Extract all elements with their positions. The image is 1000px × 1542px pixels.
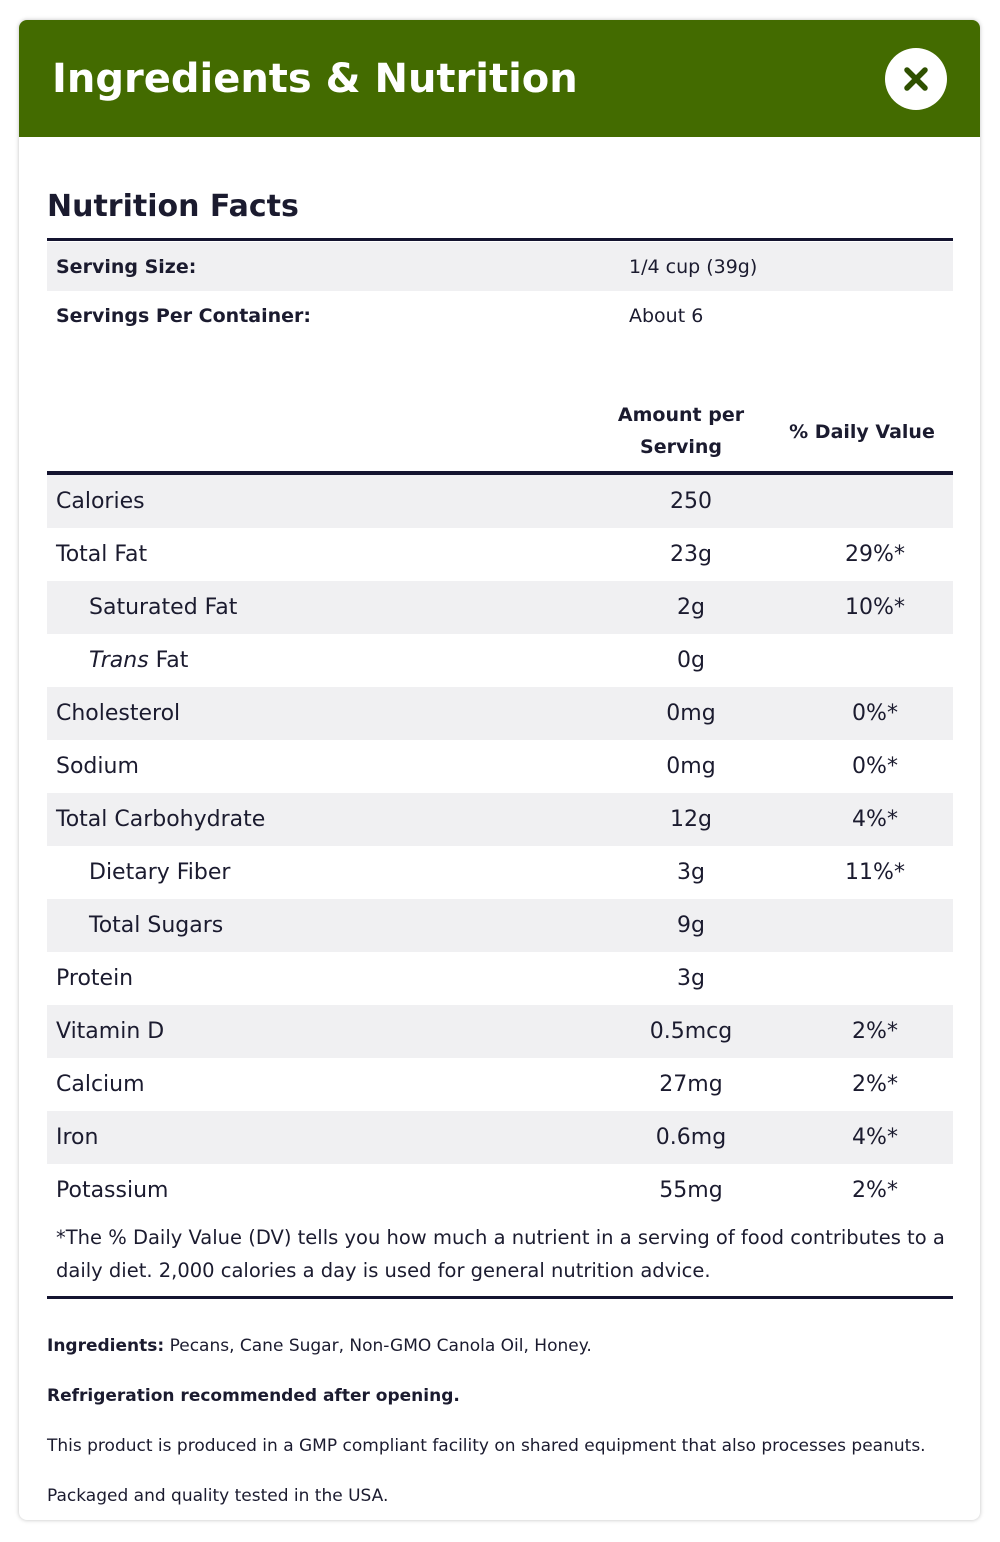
nutrient-name: Calories bbox=[56, 489, 145, 514]
nutrient-amount: 9g bbox=[677, 913, 705, 938]
nutrient-row bbox=[47, 793, 953, 846]
close-icon bbox=[903, 66, 929, 92]
nutrient-amount: 55mg bbox=[659, 1178, 723, 1203]
nutrient-row bbox=[47, 581, 953, 634]
nutrient-daily-value: 2%* bbox=[852, 1019, 898, 1044]
serving-size-label: Serving Size: bbox=[56, 255, 197, 278]
nutrient-row bbox=[47, 1058, 953, 1111]
origin-notice: Packaged and quality tested in the USA. bbox=[47, 1486, 389, 1506]
nutrient-name: Protein bbox=[56, 966, 134, 991]
servings-per-container-row bbox=[47, 291, 953, 340]
serving-size-row bbox=[47, 242, 953, 291]
amount-per-serving-header bbox=[611, 399, 751, 463]
divider bbox=[47, 1296, 953, 1299]
nutrient-row bbox=[47, 687, 953, 740]
nutrient-name: Potassium bbox=[56, 1178, 169, 1203]
close-button[interactable] bbox=[885, 48, 947, 110]
nutrient-name: Cholesterol bbox=[56, 701, 181, 726]
nutrient-name: Iron bbox=[56, 1125, 99, 1150]
trans-italic-label: Trans bbox=[89, 648, 149, 673]
nutrient-amount: 250 bbox=[670, 489, 712, 514]
nutrient-name: Dietary Fiber bbox=[89, 860, 231, 885]
nutrient-amount: 2g bbox=[677, 595, 705, 620]
nutrition-facts-title: Nutrition Facts bbox=[47, 189, 299, 224]
nutrient-row bbox=[47, 1164, 953, 1217]
nutrient-amount: 12g bbox=[670, 807, 712, 832]
nutrient-daily-value: 4%* bbox=[852, 807, 898, 832]
nutrient-daily-value: 0%* bbox=[852, 754, 898, 779]
nutrient-amount: 0g bbox=[677, 648, 705, 673]
nutrient-name: Calcium bbox=[56, 1072, 145, 1097]
nutrient-daily-value: 0%* bbox=[852, 701, 898, 726]
nutrient-amount: 23g bbox=[670, 542, 712, 567]
column-headers bbox=[47, 396, 953, 476]
nutrient-daily-value: 10%* bbox=[845, 595, 905, 620]
nutrient-daily-value: 11%* bbox=[845, 860, 905, 885]
servings-per-container-label: Servings Per Container: bbox=[56, 304, 312, 327]
daily-value-header: % Daily Value bbox=[789, 421, 935, 443]
nutrient-row bbox=[47, 846, 953, 899]
nutrient-row bbox=[47, 1111, 953, 1164]
refrigeration-notice bbox=[47, 1384, 957, 1408]
nutrient-row bbox=[47, 899, 953, 952]
nutrient-name: Sodium bbox=[56, 754, 139, 779]
nutrient-amount: 0.6mg bbox=[655, 1125, 727, 1150]
nutrient-name: Saturated Fat bbox=[89, 595, 238, 620]
modal-title: Ingredients & Nutrition bbox=[52, 56, 578, 102]
nutrient-daily-value: 29%* bbox=[845, 542, 905, 567]
modal-header bbox=[19, 20, 980, 137]
nutrient-row bbox=[47, 475, 953, 528]
nutrient-name: Total Fat bbox=[56, 542, 148, 567]
nutrient-amount: 0mg bbox=[666, 754, 716, 779]
nutrient-row bbox=[47, 952, 953, 1005]
refrigeration-text: Refrigeration recommended after opening. bbox=[47, 1386, 460, 1406]
nutrient-name: Total Sugars bbox=[89, 913, 224, 938]
ingredients-list: Pecans, Cane Sugar, Non-GMO Canola Oil, Honey. bbox=[164, 1336, 592, 1356]
nutrient-amount: 0.5mcg bbox=[649, 1019, 733, 1044]
nutrient-row bbox=[47, 740, 953, 793]
serving-size-value: 1/4 cup (39g) bbox=[629, 255, 758, 278]
amount-header-line1: Amount per bbox=[617, 404, 745, 426]
nutrient-name: Total Carbohydrate bbox=[56, 807, 266, 832]
nutrient-name bbox=[47, 648, 621, 673]
nutrient-amount: 27mg bbox=[659, 1072, 723, 1097]
divider bbox=[47, 238, 953, 241]
daily-value-footnote: *The % Daily Value (DV) tells you how much a nutrient in a serving of food contributes to a daily diet. 2,000 calories a day is used for general nutrition advice. bbox=[56, 1226, 945, 1282]
nutrient-amount: 3g bbox=[677, 966, 705, 991]
trans-fat-label: Fat bbox=[148, 648, 189, 673]
nutrient-row bbox=[47, 1005, 953, 1058]
servings-per-container-value: About 6 bbox=[629, 304, 704, 327]
nutrient-amount: 3g bbox=[677, 860, 705, 885]
nutrient-daily-value: 2%* bbox=[852, 1072, 898, 1097]
nutrient-row bbox=[47, 634, 953, 687]
nutrient-daily-value: 2%* bbox=[852, 1178, 898, 1203]
nutrient-daily-value: 4%* bbox=[852, 1125, 898, 1150]
ingredients-label: Ingredients: bbox=[47, 1336, 165, 1356]
ingredients-text bbox=[47, 1334, 957, 1358]
nutrient-row bbox=[47, 528, 953, 581]
amount-header-line2: Serving bbox=[640, 436, 722, 458]
facility-notice: This product is produced in a GMP compliant facility on shared equipment that also processes peanuts. bbox=[47, 1436, 926, 1456]
nutrient-name: Vitamin D bbox=[56, 1019, 165, 1044]
ingredients-nutrition-modal bbox=[19, 20, 980, 1520]
nutrient-amount: 0mg bbox=[666, 701, 716, 726]
